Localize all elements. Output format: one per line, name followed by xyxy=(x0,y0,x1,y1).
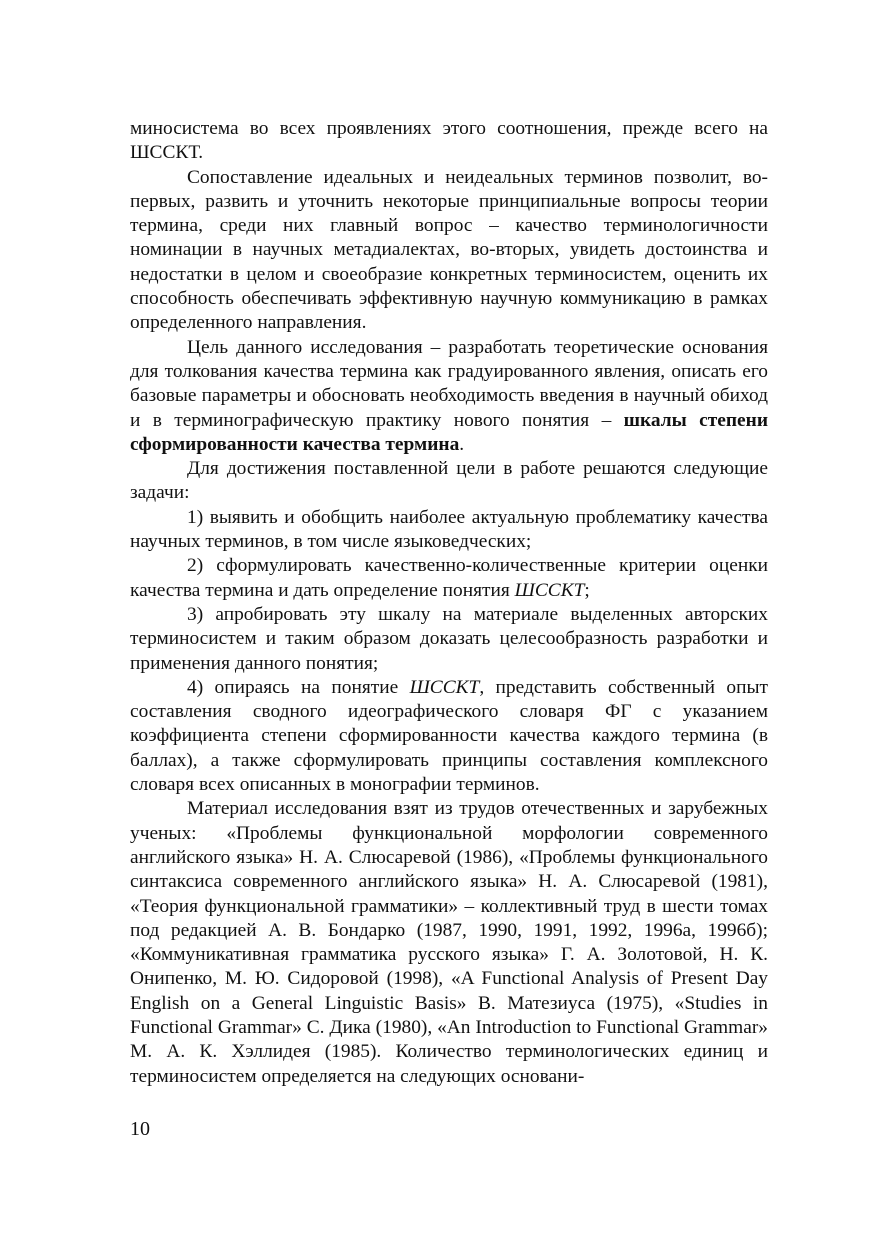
task-item-3: 3) апробировать эту шкалу на материале выделенных авторских терминосистем и таким образом доказать целесообразность разработки и применения данного понятия; xyxy=(130,603,768,674)
paragraph-tasks-intro: Для достижения поставленной цели в работе решаются следующие задачи: xyxy=(130,458,768,504)
page-number: 10 xyxy=(130,1118,150,1140)
task-item-4-abbr: ШСCКТ xyxy=(409,676,480,698)
task-item-2-text: 2) сформулировать качественно-количественные критерии оценки качества термина и дать определение понятия xyxy=(130,555,768,601)
paragraph-goal-term: шкалы степени сформированности качества термина xyxy=(130,409,769,455)
task-item-4-end: , представить собственный опыт составления сводного идеографического словаря ФГ с указанием коэффициента степени сформированности качества каждого термина (в баллах), а также сформулировать принципы составления комплексного словаря всех описанных в монографии терминов. xyxy=(130,676,768,796)
page-body xyxy=(130,117,768,1089)
paragraph-comparison: Сопоставление идеальных и неидеальных терминов позволит, во-первых, развить и уточнить некоторые принципиальные вопросы теории термина, среди них главный вопрос – качество терминологичности номинации в научных метадиалектах, во-вторых, увидеть достоинства и недостатки в целом и своеобразие конкретных терминосистем, оценить их способность обеспечивать эффективную научную коммуникацию в рамках определенного направления. xyxy=(130,166,768,334)
paragraph-goal-text: Цель данного исследования – разработать теоретические основания для толкования качества термина как градуированного явления, описать его базовые параметры и обосновать необходимость введения в научный обиход и в терминографическую практику нового понятия – xyxy=(130,336,768,431)
task-item-2-end: ; xyxy=(584,579,590,601)
task-item-4 xyxy=(130,676,768,797)
task-item-2 xyxy=(130,554,768,603)
paragraph-material: Материал исследования взят из трудов отечественных и зарубежных ученых: «Проблемы функциональной морфологии современного английского языка» Н. А. Слюсаревой (1986), «Проблемы функционального синтаксиса современного английского языка» Н. А. Слюсаревой (1981), «Теория функциональной грамматики» – коллективный труд в шести томах под редакцией А. В. Бондарко (1987, 1990, 1991, 1992, 1996а, 1996б); «Коммуникативная грамматика русского языка» Г. А. Золотовой, Н. К. Онипенко, М. Ю. Сидоровой (1998), «A Functional Analysis of Present Day English on a General Linguistic Basis» В. Матезиуса (1975), «Studies in Functional Grammar» С. Дика (1980), «An Introduction to Functional Grammar» М. А. К. Хэллидея (1985). Количество терминологических единиц и терминосистем определяется на следующих основани- xyxy=(130,798,768,1087)
task-item-4-text: 4) опираясь на понятие xyxy=(187,676,410,698)
paragraph-continuation: миносистема во всех проявлениях этого соотношения, прежде всего на ШСCКТ. xyxy=(130,118,768,164)
task-item-1: 1) выявить и обобщить наиболее актуальную проблематику качества научных терминов, в том числе языковедческих; xyxy=(130,506,768,553)
paragraph-goal xyxy=(130,336,768,457)
paragraph-goal-end: . xyxy=(459,433,465,455)
task-item-2-abbr: ШСCКТ xyxy=(514,579,585,601)
